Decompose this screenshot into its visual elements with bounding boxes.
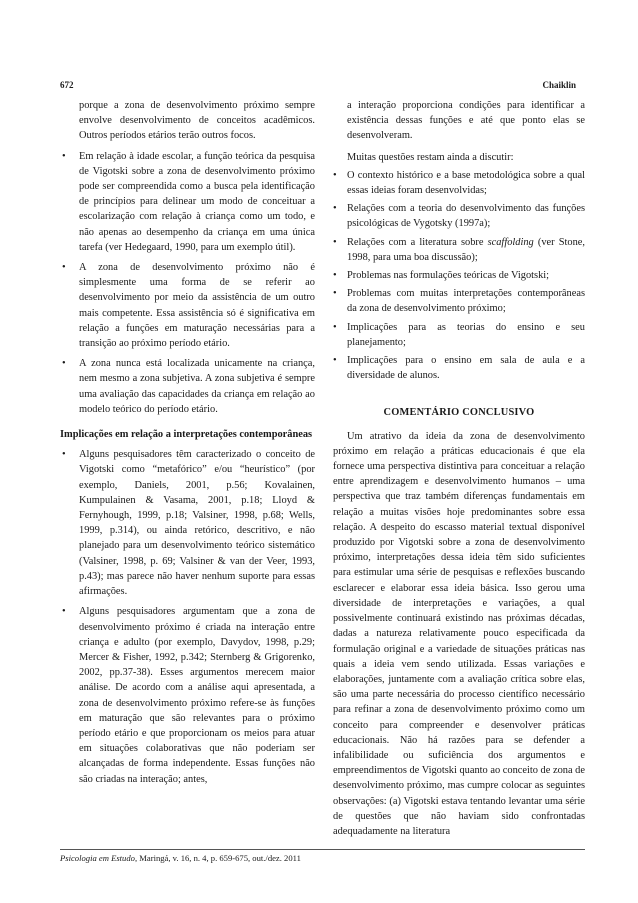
paragraph-continuation: a interação proporciona condições para identificar a existência dessas funções e até que ponto elas se desenvolveram.	[347, 100, 585, 142]
footer-citation	[60, 853, 301, 863]
bullet-item: • Implicações para o ensino em sala de aula e a diversidade de alunos.	[333, 353, 585, 383]
bullet-item: • Alguns pesquisadores têm caracterizado o conceito de Vigotski como “metafórico” e/ou “heurístico” (por exemplo, Daniels, 2001, p.56; Kovalainen, Kumpulainen & Vasama, 2001, p.18; Lloyd & Fernyhough, 1999, p.18; Valsiner, 1998, p.68; Wells, 1999, p.314), ou ainda retórico, descritivo, e não planejado para um desenvolvimento teórico sistemático (Valsiner, 1998, p. 69; Valsiner & van der Veer, 1993, p.43); mas parece não haver nenhum suporte para essas afirmações.	[60, 447, 315, 599]
left-column	[60, 98, 315, 787]
right-column	[333, 98, 585, 839]
paragraph-continuation: porque a zona de desenvolvimento próximo sempre envolve desenvolvimento de conceitos acadêmicos. Outros períodos etários terão outros focos.	[79, 100, 315, 142]
running-head	[60, 80, 576, 94]
body-paragraph: Um atrativo da ideia da zona de desenvolvimento próximo em relação a práticas educacionais é que ela fornece uma perspectiva distintiva para conceituar a relação entre aprendizagem e desenvolvimento humanos – uma perspectiva que traz também diferenças fundamentais em relação a muitas visões hoje predominantes sobre essa relação. A despeito do escasso material textual disponível produzido por Vigotski sobre a zona de desenvolvimento próximo, interpretações dessa ideia têm sido suficientes para estimular uma série de pesquisas e reflexões buscando esclarecer e elaborar essa ideia básica. Isso gerou uma diversidade de interpretações e variações, a qual possivelmente continuará existindo nas próximas décadas, dadas a natureza relativamente pouco especificada da formulação original e a variedade de situações práticas nas quais a ideia vem sendo utilizada. Essas variações e elaborações, juntamente com a avaliação crítica sobre elas, são uma parte necessária do processo científico necessário para refinar a zona de desenvolvimento próximo como um conceito para compreender e desenvolver práticas educacionais. Não há razões para se defender a infalibilidade ou suficiência dos argumentos e empreendimentos de Vigotski quanto ao conceito de zona de desenvolvimento próximo, mas cumpre colocar as seguintes observações: (a) Vigotski estava tentando levantar uma série de questões que não haviam sido confrontadas adequadamente na literatura	[333, 430, 585, 837]
bullet-item: • A zona nunca está localizada unicamente na criança, nem mesmo a zona subjetiva. A zona subjetiva é sempre uma avaliação das capacidades da criança em relação ao modelo teórico do período etário.	[60, 356, 315, 417]
bullet-item: • Problemas nas formulações teóricas de Vigotski;	[333, 268, 585, 283]
bullet-item: • Em relação à idade escolar, a função teórica da pesquisa de Vigotski sobre a zona de desenvolvimento próximo pode ser compreendida como a busca pela identificação de princípios para delinear um modo de conceituar a escolarização com relação à criança como um todo, e não apenas ao desempenho da criança em uma única tarefa (ver Hedegaard, 1990, para um exemplo útil).	[60, 149, 315, 255]
bullet-item: • O contexto histórico e a base metodológica sobre a qual essas ideias foram desenvolvidas;	[333, 168, 585, 198]
list-intro: Muitas questões restam ainda a discutir:	[347, 151, 514, 163]
running-head-author: Chaiklin	[542, 80, 576, 90]
bullet-item: • Alguns pesquisadores argumentam que a zona de desenvolvimento próximo é criada na interação entre criança e adulto (por exemplo, Davydov, 1998, p.29; Mercer & Fisher, 1992, p.342; Sternberg & Grigorenko, 2002, pp.37-38). Esses argumentos merecem maior análise. De acordo com a análise aqui apresentada, a zona de desenvolvimento próximo refere-se às funções em maturação que são relevantes para o próximo período etário e que proporcionam os meios para atuar em situações colaborativas que não poderiam ser alcançadas de forma independente. Essas funções não são criadas na interação; antes,	[60, 604, 315, 786]
page-number: 672	[60, 80, 74, 90]
section-subheading: Implicações em relação a interpretações contemporâneas	[60, 429, 313, 441]
bullet-item: • Problemas com muitas interpretações contemporâneas da zona de desenvolvimento próximo;	[333, 286, 585, 316]
journal-name: Psicologia em Estudo	[60, 853, 135, 863]
bullet-item: • Implicações para as teorias do ensino e seu planejamento;	[333, 320, 585, 350]
citation-details: , Maringá, v. 16, n. 4, p. 659-675, out./dez. 2011	[134, 853, 301, 863]
bullet-item: • Relações com a teoria do desenvolvimento das funções psicológicas de Vygotsky (1997a);	[333, 201, 585, 231]
bullet-item: • A zona de desenvolvimento próximo não é simplesmente uma forma de se referir ao desenvolvimento por meio da assistência de um outro mais competente. Essa assistência só é significativa em relação a funções em maturação necessárias para a transição ao próximo período etário.	[60, 260, 315, 351]
footer-rule	[60, 849, 585, 850]
bullet-item: • Relações com a literatura sobre scaffolding (ver Stone, 1998, para uma boa discussão);	[333, 235, 585, 265]
section-title: COMENTÁRIO CONCLUSIVO	[383, 407, 535, 419]
